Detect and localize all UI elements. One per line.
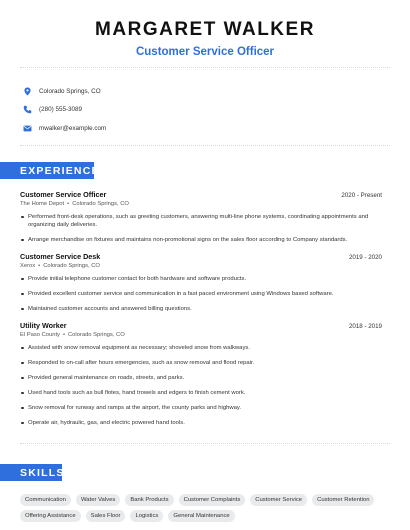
skill-chip: Customer Service <box>250 494 307 506</box>
job-company-line: The Home Depot • Colorado Springs, CO <box>20 201 129 207</box>
skill-chip: Communication <box>20 494 71 506</box>
candidate-title: Customer Service Officer <box>135 46 275 58</box>
contact-block <box>22 82 106 138</box>
job-company-line: Xerox • Colorado Springs, CO <box>20 263 100 269</box>
job-location: Colorado Springs, CO <box>72 201 129 207</box>
job-location: Colorado Springs, CO <box>43 263 100 269</box>
job-bullets <box>20 275 382 313</box>
job-dates: 2020 - Present <box>341 192 382 199</box>
job-bullet: Operate air, hydraulic, gas, and electric powered hand tools. <box>20 419 382 427</box>
envelope-icon <box>22 123 32 133</box>
job-title: Customer Service Officer <box>20 190 107 199</box>
job-bullets <box>20 344 382 427</box>
phone-icon <box>22 105 32 115</box>
candidate-name: MARGARET WALKER <box>95 19 315 40</box>
job-bullet: Provided excellent customer service and communication in a fast paced environment using Windows based software. <box>20 290 382 298</box>
job-title: Utility Worker <box>20 321 67 330</box>
location-text: Colorado Springs, CO <box>39 87 101 95</box>
skill-chip: Customer Retention <box>312 494 374 506</box>
email-text: mwalker@example.com <box>39 124 107 132</box>
skills-row <box>20 494 390 506</box>
job-company: The Home Depot <box>20 201 65 207</box>
map-pin-icon <box>22 86 32 96</box>
job-entry <box>20 190 382 244</box>
contact-phone <box>22 101 106 119</box>
job-bullet: Assisted with snow removal equipment as necessary; shoveled snow from walkways. <box>20 344 382 352</box>
skill-chip: Offering Assistance <box>20 510 81 522</box>
job-company-line: El Paso County • Colorado Springs, CO <box>20 332 125 338</box>
section-experience-heading: EXPERIENCE <box>0 162 94 179</box>
job-bullet: Provide initial telephone customer contact for both hardware and software products. <box>20 275 382 283</box>
skill-chip: Customer Complaints <box>179 494 246 506</box>
job-location: Colorado Springs, CO <box>68 332 125 338</box>
job-company: El Paso County <box>20 332 60 338</box>
skill-chip: General Maintenance <box>168 510 234 522</box>
skills-row <box>20 510 390 522</box>
header-divider <box>20 67 390 68</box>
job-bullet: Maintained customer accounts and answered billing questions. <box>20 305 382 313</box>
job-entry <box>20 321 382 427</box>
phone-text: (280) 555-3089 <box>39 106 83 113</box>
resume-header <box>0 0 410 59</box>
contact-email <box>22 119 106 137</box>
job-dates: 2019 - 2020 <box>348 254 382 261</box>
job-dates: 2018 - 2019 <box>348 323 382 330</box>
job-bullet: Performed front-desk operations, such as greeting customers, answering multi-line phone systems, coordinating appointments and organizing daily deliveries. <box>20 213 382 229</box>
job-company: Xerox <box>20 263 36 269</box>
skill-chip: Logistics <box>130 510 163 522</box>
job-bullet: Provided general maintenance on roads, streets, and parks. <box>20 374 382 382</box>
job-bullet: Snow removal for runway and ramps at the airport, the county parks and highway. <box>20 404 382 412</box>
job-bullet: Used hand tools such as bull flotes, hand trowels and edgers to finish cement work. <box>20 389 382 397</box>
contact-location <box>22 82 106 100</box>
skill-chip: Water Valves <box>76 494 120 506</box>
skill-chip: Bank Products <box>125 494 173 506</box>
skill-chip: Sales Floor <box>86 510 126 522</box>
job-bullet: Responded to on-call after hours emergencies, such as snow removal and flood repair. <box>20 359 382 367</box>
job-title: Customer Service Desk <box>20 252 101 261</box>
job-bullet: Arrange merchandise on fixtures and maintains non-promotional signs on the sales floor according to Company standards. <box>20 236 382 244</box>
skills-list <box>20 494 390 526</box>
job-bullets <box>20 213 382 244</box>
experience-divider <box>20 443 390 444</box>
section-skills-heading: SKILLS <box>0 464 62 481</box>
contact-divider <box>20 145 390 146</box>
job-entry <box>20 252 382 313</box>
